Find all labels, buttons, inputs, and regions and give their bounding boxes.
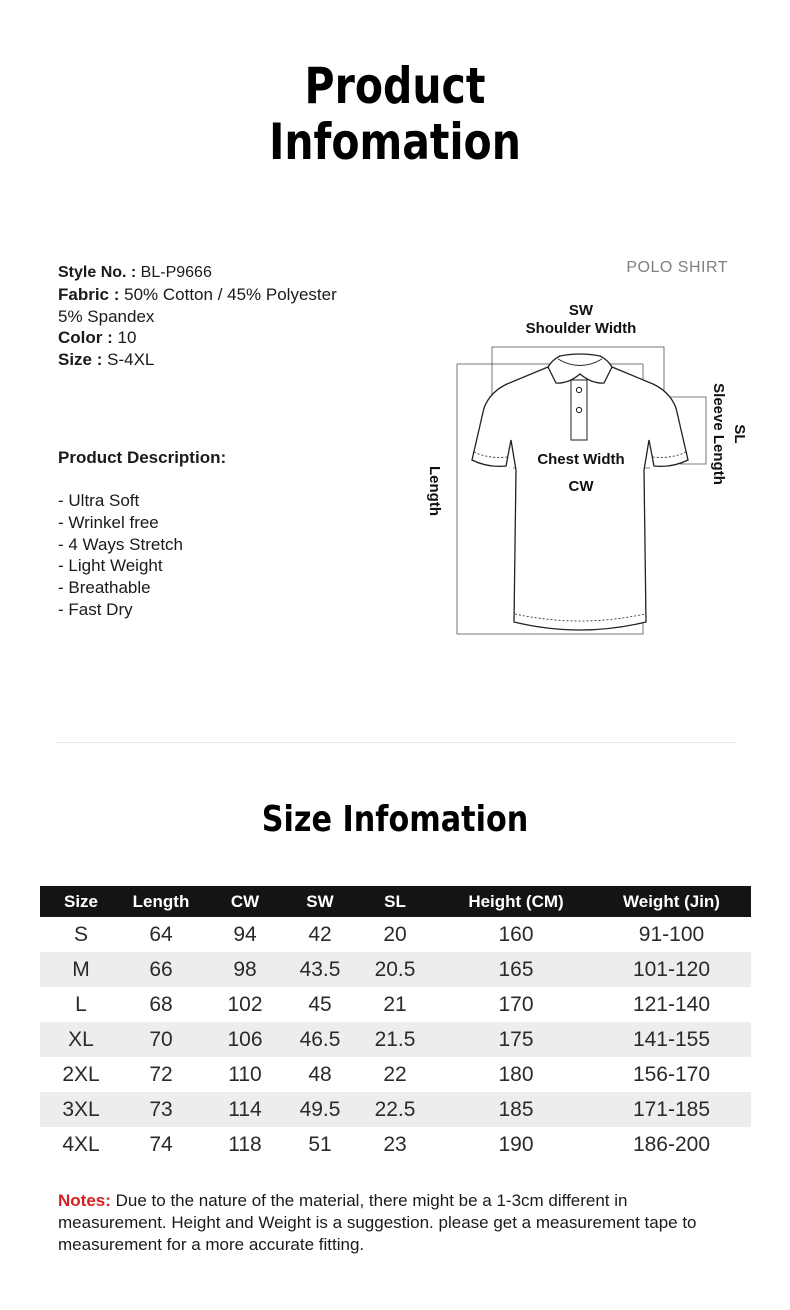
table-cell: 106 [200, 1022, 290, 1057]
table-cell: 171-185 [592, 1092, 751, 1127]
table-cell: 170 [440, 987, 592, 1022]
spec-style-no [58, 262, 212, 283]
table-row [40, 1057, 751, 1092]
column-header: Weight (Jin) [592, 886, 751, 917]
table-cell: 2XL [40, 1057, 122, 1092]
spec-label: Fabric : [58, 285, 120, 304]
table-row [40, 952, 751, 987]
polo-shirt-diagram [420, 290, 760, 650]
sw-code-label: SW [568, 302, 594, 319]
table-cell: 20.5 [350, 952, 440, 987]
table-cell: 190 [440, 1127, 592, 1162]
table-cell: 110 [200, 1057, 290, 1092]
column-header: Size [40, 886, 122, 917]
table-cell: 68 [122, 987, 200, 1022]
spec-fabric [58, 284, 337, 305]
notes-paragraph [58, 1190, 738, 1256]
spec-fabric-line2: 5% Spandex [58, 307, 155, 326]
table-cell: 98 [200, 952, 290, 987]
table-cell: 64 [122, 917, 200, 952]
table-row [40, 987, 751, 1022]
chest-width-label: Chest Width [537, 451, 625, 468]
table-cell: 45 [290, 987, 350, 1022]
table-cell: 49.5 [290, 1092, 350, 1127]
table-cell: 165 [440, 952, 592, 987]
spec-label: Color : [58, 328, 113, 347]
table-cell: 48 [290, 1057, 350, 1092]
sl-code-label: SL [731, 424, 748, 444]
table-cell: 22 [350, 1057, 440, 1092]
spec-value: BL-P9666 [136, 264, 212, 281]
size-info-title: Size Infomation [261, 799, 529, 840]
table-cell: 66 [122, 952, 200, 987]
table-cell: 101-120 [592, 952, 751, 987]
section-divider [56, 742, 736, 743]
table-cell: 91-100 [592, 917, 751, 952]
table-cell: M [40, 952, 122, 987]
table-cell: 114 [200, 1092, 290, 1127]
table-cell: 72 [122, 1057, 200, 1092]
spec-label: Style No. : [58, 264, 137, 281]
feature-item: - 4 Ways Stretch [58, 534, 184, 554]
table-cell: 175 [440, 1022, 592, 1057]
notes-text: Due to the nature of the material, there might be a 1-3cm different in measurement. Height and Weight is a suggestion. please get a measurement tape to measurement for a more accurate fitting. [58, 1191, 697, 1254]
feature-list [58, 490, 183, 621]
sw-label: Shoulder Width [525, 320, 637, 337]
column-header: Length [122, 886, 200, 917]
table-cell: S [40, 917, 122, 952]
table-cell: 121-140 [592, 987, 751, 1022]
feature-item: - Wrinkel free [58, 512, 159, 532]
cw-code-label: CW [568, 478, 594, 495]
table-row [40, 1127, 751, 1162]
table-cell: 23 [350, 1127, 440, 1162]
spec-value: 10 [112, 328, 137, 347]
page-title-line1: Product [304, 57, 486, 115]
spec-value: 50% Cotton / 45% Polyester [119, 285, 337, 304]
table-row [40, 917, 751, 952]
table-cell: 43.5 [290, 952, 350, 987]
table-cell: 102 [200, 987, 290, 1022]
table-cell: 73 [122, 1092, 200, 1127]
table-row [40, 1092, 751, 1127]
table-cell: 180 [440, 1057, 592, 1092]
table-cell: 186-200 [592, 1127, 751, 1162]
table-cell: 42 [290, 917, 350, 952]
table-cell: 74 [122, 1127, 200, 1162]
sleeve-length-label: Sleeve Length [710, 383, 727, 485]
table-cell: 3XL [40, 1092, 122, 1127]
feature-item: - Fast Dry [58, 599, 133, 619]
table-cell: 118 [200, 1127, 290, 1162]
feature-item: - Light Weight [58, 556, 163, 576]
feature-item: - Breathable [58, 578, 151, 598]
notes-label: Notes: [58, 1191, 111, 1210]
table-cell: 46.5 [290, 1022, 350, 1057]
table-cell: 94 [200, 917, 290, 952]
feature-item: - Ultra Soft [58, 491, 140, 510]
column-header: Height (CM) [440, 886, 592, 917]
column-header: SW [290, 886, 350, 917]
length-label: Length [426, 466, 443, 516]
product-description-heading: Product Description: [58, 448, 227, 467]
table-cell: 21.5 [350, 1022, 440, 1057]
table-row [40, 1022, 751, 1057]
spec-size [58, 349, 154, 370]
size-table [40, 886, 751, 1162]
product-type-label: POLO SHIRT [626, 259, 728, 276]
table-cell: 141-155 [592, 1022, 751, 1057]
column-header: SL [350, 886, 440, 917]
column-header: CW [200, 886, 290, 917]
table-cell: L [40, 987, 122, 1022]
spec-value: S-4XL [102, 350, 155, 369]
table-cell: XL [40, 1022, 122, 1057]
table-cell: 20 [350, 917, 440, 952]
table-cell: 156-170 [592, 1057, 751, 1092]
table-cell: 4XL [40, 1127, 122, 1162]
table-cell: 70 [122, 1022, 200, 1057]
page-title-line2: Infomation [269, 113, 521, 171]
shirt-outline [472, 367, 688, 630]
spec-label: Size : [58, 350, 103, 369]
spec-color [58, 327, 136, 348]
table-cell: 185 [440, 1092, 592, 1127]
table-cell: 51 [290, 1127, 350, 1162]
table-cell: 21 [350, 987, 440, 1022]
table-cell: 22.5 [350, 1092, 440, 1127]
table-header-row [40, 886, 751, 917]
table-cell: 160 [440, 917, 592, 952]
